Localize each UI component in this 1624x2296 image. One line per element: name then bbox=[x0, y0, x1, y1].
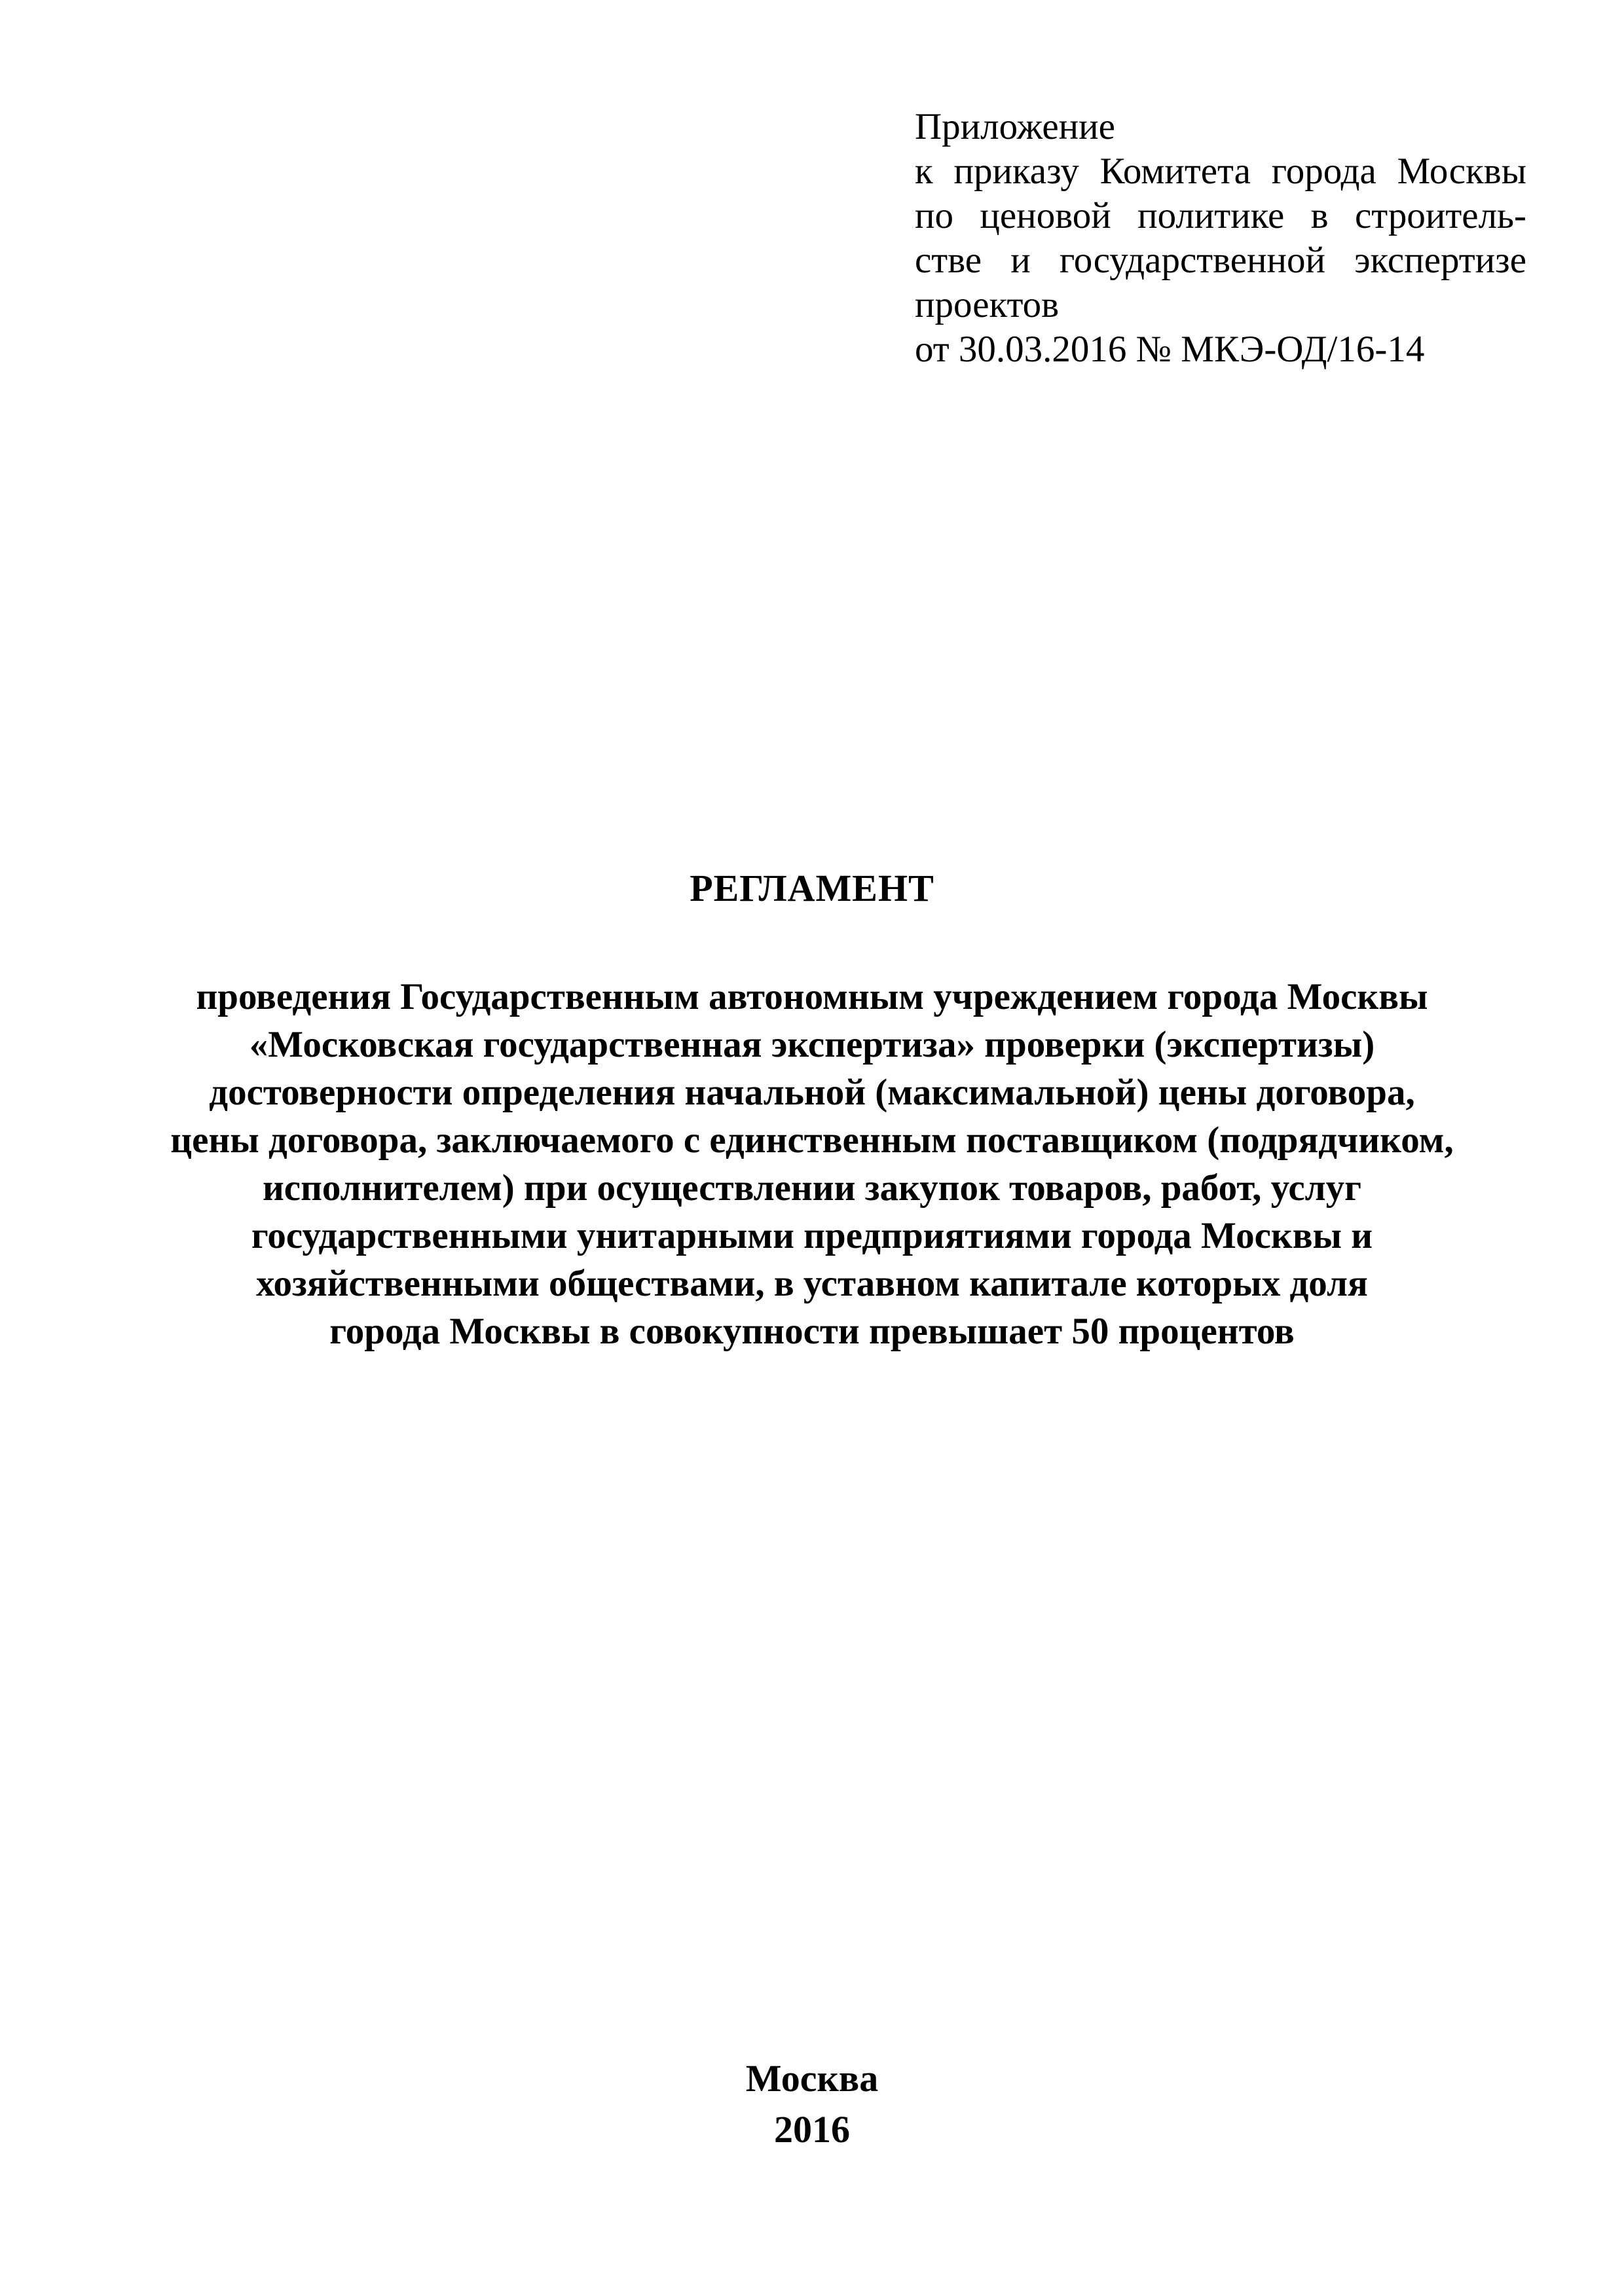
subtitle-line: «Московская государственная экспертиза» проверки (экспертизы) bbox=[249, 1024, 1375, 1065]
subtitle-line: города Москвы в совокупности превышает 50 процентов bbox=[329, 1311, 1295, 1352]
document-subtitle bbox=[0, 973, 1624, 1355]
appendix-order-reference: от 30.03.2016 № МКЭ-ОД/16-14 bbox=[915, 329, 1425, 370]
appendix-header bbox=[915, 105, 1526, 372]
subtitle-line: проведения Государственным автономным учреждением города Москвы bbox=[196, 976, 1428, 1017]
appendix-line: Приложение bbox=[915, 106, 1115, 147]
appendix-line: к приказу Комитета города Москвы bbox=[915, 151, 1526, 192]
footer-year: 2016 bbox=[774, 2108, 850, 2151]
subtitle-line: исполнителем) при осуществлении закупок товаров, работ, услуг bbox=[262, 1167, 1362, 1209]
subtitle-line: государственными унитарными предприятиями города Москвы и bbox=[251, 1215, 1373, 1256]
appendix-line: стве и государственной экспертизе bbox=[915, 240, 1526, 281]
document-title: РЕГЛАМЕНТ bbox=[690, 867, 934, 909]
document-footer bbox=[0, 2053, 1624, 2155]
subtitle-line: хозяйственными обществами, в уставном капитале которых доля bbox=[256, 1263, 1368, 1304]
footer-city: Москва bbox=[745, 2057, 879, 2100]
subtitle-line: цены договора, заключаемого с единственным поставщиком (подрядчиком, bbox=[170, 1120, 1454, 1161]
appendix-line: по ценовой политике в строитель- bbox=[915, 195, 1526, 236]
subtitle-line: достоверности определения начальной (максимальной) цены договора, bbox=[209, 1072, 1415, 1113]
appendix-line: проектов bbox=[915, 284, 1060, 325]
